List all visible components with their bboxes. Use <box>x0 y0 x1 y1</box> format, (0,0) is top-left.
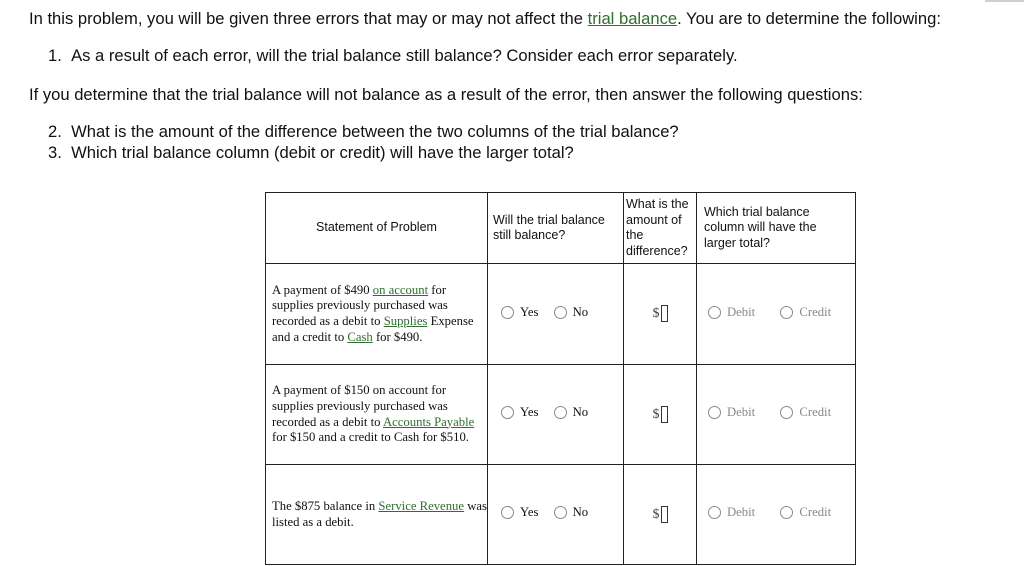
credit-option-2[interactable] <box>780 405 831 421</box>
statement-text: The $875 balance in <box>272 498 379 513</box>
no-option-3[interactable] <box>554 505 589 521</box>
difference-input-2[interactable] <box>661 406 668 423</box>
larger-cell-3 <box>697 465 856 565</box>
intro-text-start: In this problem, you will be given three errors that may or may not affect the <box>29 9 588 28</box>
yes-label: Yes <box>520 405 539 420</box>
cash-link[interactable]: Cash <box>347 329 373 344</box>
question-1-number: 1. <box>48 46 62 65</box>
balance-cell-2 <box>488 365 624 465</box>
yes-option-1[interactable] <box>501 305 538 321</box>
no-radio-1[interactable] <box>554 306 567 319</box>
no-radio-2[interactable] <box>554 406 567 419</box>
balance-cell-1 <box>488 264 624 365</box>
on-account-link[interactable]: on account <box>372 282 429 297</box>
header-larger-total: Which trial balance column will have the larger total? <box>697 193 856 264</box>
yes-option-3[interactable] <box>501 505 538 521</box>
debit-radio-3[interactable] <box>708 506 721 519</box>
difference-cell-2 <box>624 365 697 465</box>
credit-radio-2[interactable] <box>780 406 793 419</box>
service-revenue-link[interactable]: Service Revenue <box>378 498 465 513</box>
yes-radio-1[interactable] <box>501 306 514 319</box>
debit-radio-2[interactable] <box>708 406 721 419</box>
debit-label: Debit <box>727 505 756 520</box>
table-header-row <box>266 193 856 264</box>
question-2-text: What is the amount of the difference between the two columns of the trial balance? <box>71 122 679 141</box>
no-label: No <box>572 505 589 520</box>
credit-radio-1[interactable] <box>780 306 793 319</box>
debit-radio-1[interactable] <box>708 306 721 319</box>
trial-balance-link[interactable]: trial balance <box>587 9 678 28</box>
difference-cell-1 <box>624 264 697 365</box>
question-3 <box>48 143 574 163</box>
statement-text: for supplies previously purchased was recorded as a debit to <box>272 282 448 328</box>
dollar-sign: $ <box>652 406 660 422</box>
statement-cell-1 <box>266 264 488 365</box>
table-row <box>266 264 856 365</box>
statement-text: A payment of $490 <box>272 282 373 297</box>
supplies-link[interactable]: Supplies <box>383 314 428 328</box>
no-option-2[interactable] <box>554 405 589 421</box>
statement-cell-3 <box>266 465 488 565</box>
no-radio-3[interactable] <box>554 506 567 519</box>
credit-label: Credit <box>799 505 832 520</box>
statement-text: for $490. <box>372 329 423 344</box>
question-1 <box>48 46 738 66</box>
debit-option-1[interactable] <box>708 305 755 321</box>
no-label: No <box>572 405 589 420</box>
credit-option-3[interactable] <box>780 505 831 521</box>
yes-radio-2[interactable] <box>501 406 514 419</box>
intro-text <box>29 9 941 29</box>
header-balance: Will the trial balance still balance? <box>488 193 624 264</box>
top-edge-line <box>985 0 1024 2</box>
difference-input-1[interactable] <box>661 305 668 322</box>
statement-text: A payment of $150 on account for supplies previously purchased was recorded as a debit to <box>272 383 448 429</box>
credit-option-1[interactable] <box>780 305 831 321</box>
debit-label: Debit <box>727 405 756 420</box>
no-label: No <box>572 304 589 319</box>
table-row <box>266 365 856 465</box>
statement-text: for $150 and a credit to Cash for $510. <box>272 430 469 445</box>
larger-cell-1 <box>697 264 856 365</box>
statement-cell-2 <box>266 365 488 465</box>
no-option-1[interactable] <box>554 305 589 321</box>
yes-option-2[interactable] <box>501 405 538 421</box>
dollar-sign: $ <box>652 506 660 522</box>
error-analysis-table <box>265 192 856 565</box>
statement-text: Expense and a credit to <box>272 314 474 344</box>
header-statement: Statement of Problem <box>266 193 488 264</box>
question-2-number: 2. <box>48 122 62 141</box>
debit-option-3[interactable] <box>708 505 755 521</box>
intro-text-end: . You are to determine the following: <box>677 9 941 28</box>
instruction-text: If you determine that the trial balance will not balance as a result of the error, then answer the following questions: <box>29 85 863 104</box>
header-difference: What is the amount of the difference? <box>624 193 697 264</box>
larger-cell-2 <box>697 365 856 465</box>
yes-radio-3[interactable] <box>501 506 514 519</box>
difference-cell-3 <box>624 465 697 565</box>
credit-label: Credit <box>799 405 832 420</box>
statement-text: was listed as a debit. <box>272 498 487 529</box>
debit-option-2[interactable] <box>708 405 755 421</box>
question-3-text: Which trial balance column (debit or credit) will have the larger total? <box>71 143 574 162</box>
dollar-sign: $ <box>652 305 660 321</box>
debit-label: Debit <box>727 304 756 319</box>
credit-label: Credit <box>799 304 832 319</box>
credit-radio-3[interactable] <box>780 506 793 519</box>
question-1-text: As a result of each error, will the trial balance still balance? Consider each error separately. <box>71 46 738 65</box>
difference-input-3[interactable] <box>661 506 668 523</box>
yes-label: Yes <box>520 304 539 319</box>
question-2 <box>48 122 679 142</box>
accounts-payable-link[interactable]: Accounts Payable <box>382 414 475 429</box>
table-row <box>266 465 856 565</box>
yes-label: Yes <box>520 505 539 520</box>
question-3-number: 3. <box>48 143 62 162</box>
balance-cell-3 <box>488 465 624 565</box>
